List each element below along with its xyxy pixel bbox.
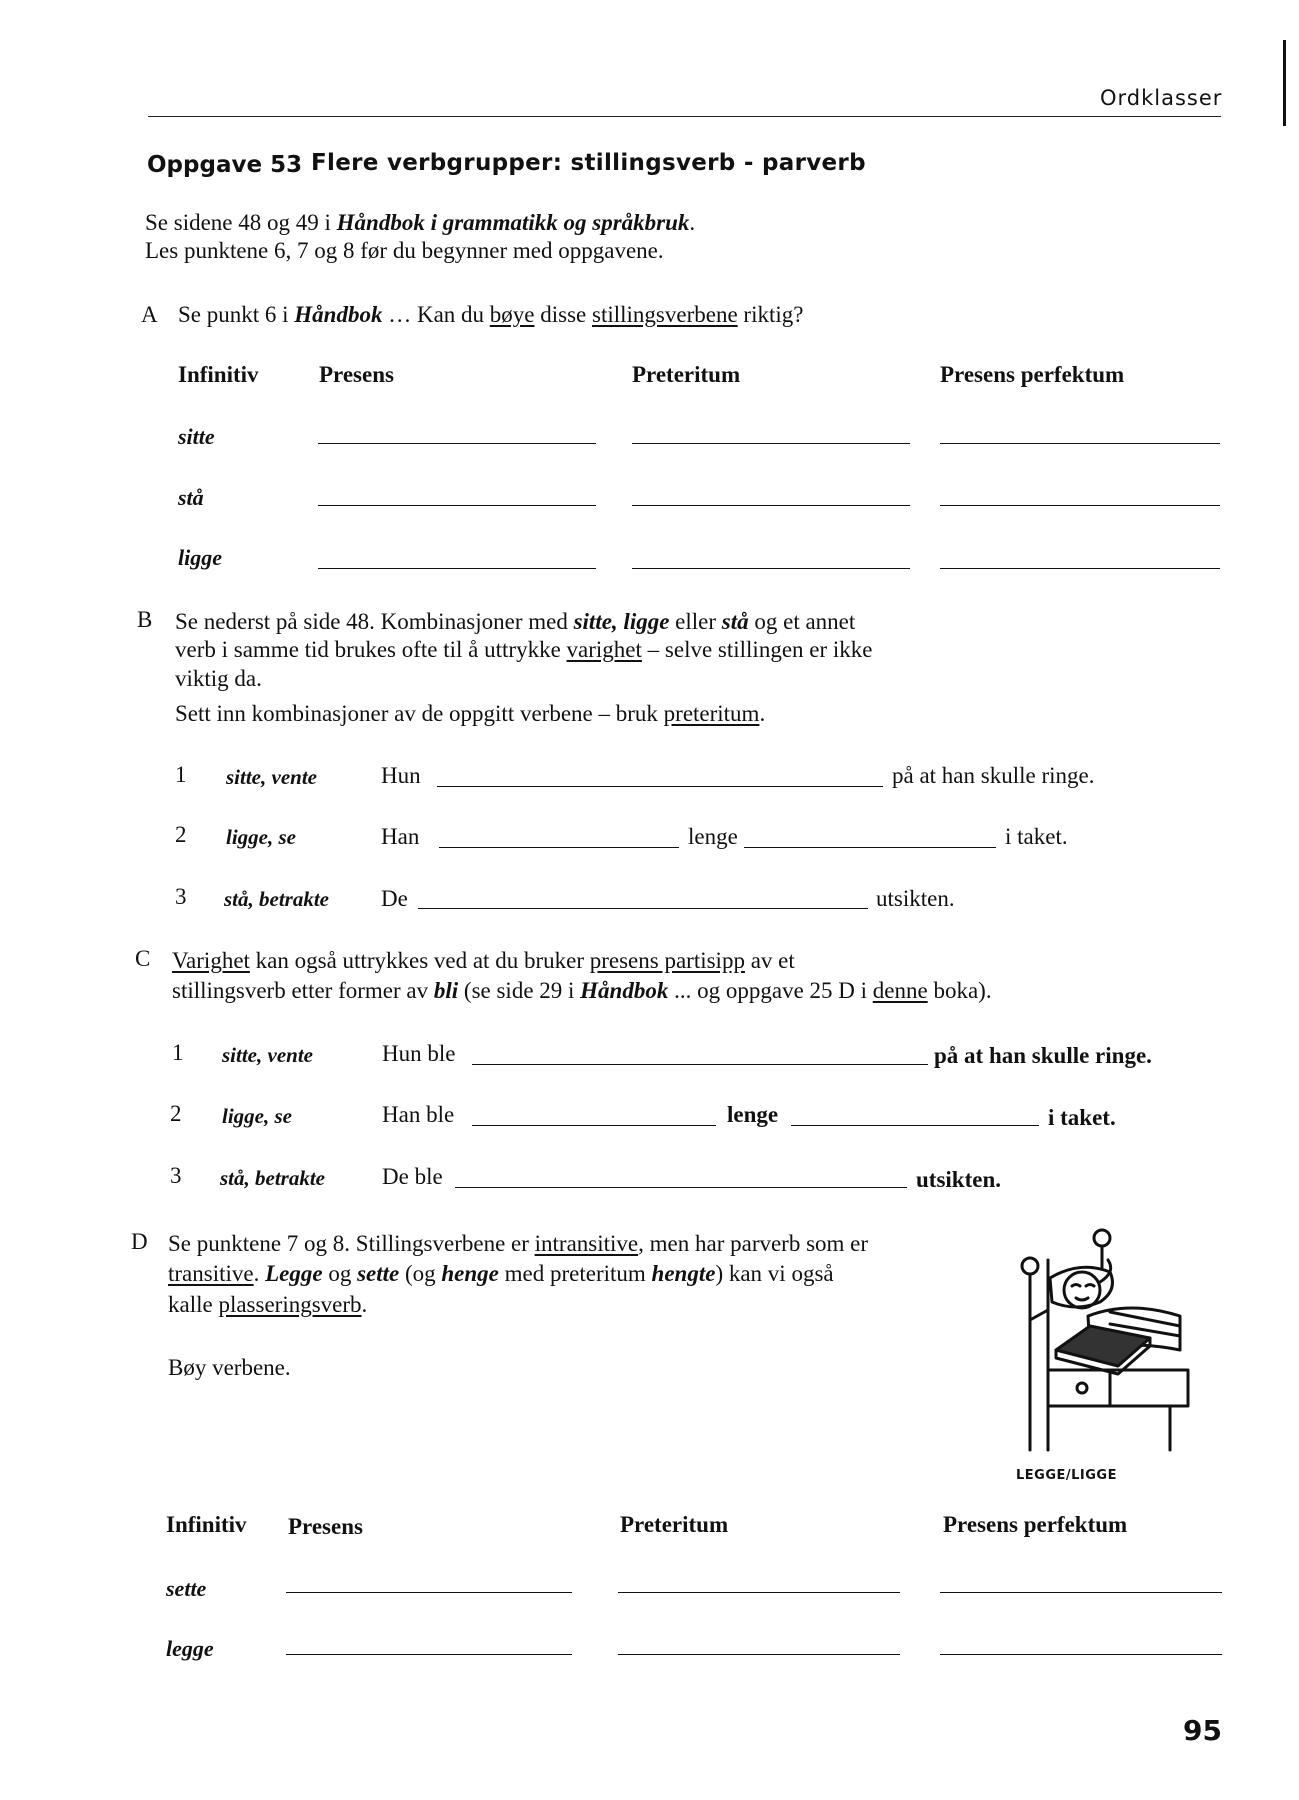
task-d-row-sette: sette: [166, 1576, 207, 1601]
answer-blank[interactable]: [439, 847, 679, 848]
answer-blank[interactable]: [632, 443, 910, 444]
task-c-letter: C: [135, 946, 151, 971]
answer-blank[interactable]: [632, 505, 910, 506]
item-subject: De ble: [382, 1164, 443, 1189]
intro-line-2: Les punktene 6, 7 og 8 før du begynner med oppgavene.: [145, 238, 664, 263]
item-number: 1: [175, 762, 187, 787]
item-number: 2: [170, 1101, 182, 1126]
answer-blank[interactable]: [632, 568, 910, 569]
answer-blank[interactable]: [791, 1125, 1039, 1126]
item-subject: Hun ble: [382, 1041, 456, 1066]
task-a-letter: A: [141, 302, 158, 327]
item-ending: utsikten.: [916, 1167, 1001, 1192]
task-b-letter: B: [137, 607, 153, 632]
task-d-header-infinitiv: Infinitiv: [166, 1512, 247, 1537]
task-a-header-presens: Presens: [319, 362, 394, 387]
task-a-header-preteritum: Preteritum: [632, 362, 741, 387]
item-middle: lenge: [727, 1102, 779, 1127]
item-verbs: sitte, vente: [222, 1043, 313, 1067]
page-title: Flere verbgrupper: stillingsverb - parverb: [311, 150, 866, 176]
item-ending: på at han skulle ringe.: [934, 1043, 1152, 1068]
answer-blank[interactable]: [472, 1125, 716, 1126]
page-number: 95: [1183, 1714, 1222, 1747]
item-verbs: stå, betrakte: [224, 887, 329, 911]
item-subject: De: [381, 886, 408, 911]
item-verbs: sitte, vente: [226, 765, 317, 789]
task-d-line-2: transitive. Legge og sette (og henge med preteritum hengte) kan vi også: [168, 1261, 834, 1286]
answer-blank[interactable]: [286, 1654, 572, 1655]
task-d-line-1: Se punktene 7 og 8. Stillingsverbene er intransitive, men har parverb som er: [168, 1231, 869, 1256]
task-d-header-preteritum: Preteritum: [620, 1512, 729, 1537]
answer-blank[interactable]: [318, 505, 596, 506]
item-subject: Han ble: [382, 1102, 455, 1127]
intro-line-1: Se sidene 48 og 49 i Håndbok i grammatikk og språkbruk.: [145, 210, 696, 235]
answer-blank[interactable]: [618, 1654, 900, 1655]
item-ending: på at han skulle ringe.: [892, 763, 1095, 788]
task-b-line-3: viktig da.: [175, 666, 262, 691]
task-a-header-perfektum: Presens perfektum: [940, 362, 1125, 387]
task-d-row-legge: legge: [166, 1636, 214, 1661]
answer-blank[interactable]: [618, 1592, 900, 1593]
task-b-line-1: Se nederst på side 48. Kombinasjoner med sitte, ligge eller stå og et annet: [175, 609, 856, 634]
margin-mark: [1283, 40, 1286, 126]
item-ending: i taket.: [1048, 1105, 1116, 1130]
answer-blank[interactable]: [472, 1064, 928, 1065]
task-b-line-4: Sett inn kombinasjoner av de oppgitt verbene – bruk preteritum.: [175, 701, 766, 726]
illustration-caption: LEGGE/LIGGE: [1016, 1468, 1117, 1483]
task-a-row-sta: stå: [178, 485, 204, 510]
header-rule: [148, 116, 1221, 117]
task-b-line-2: verb i samme tid brukes ofte til å uttrykke varighet – selve stillingen er ikke: [175, 637, 873, 662]
item-number: 3: [175, 884, 187, 909]
answer-blank[interactable]: [940, 1654, 1222, 1655]
task-c-line-2: stillingsverb etter former av bli (se side 29 i Håndbok ... og oppgave 25 D i denne boka).: [172, 978, 992, 1003]
item-number: 3: [170, 1163, 182, 1188]
task-d-line-3: kalle plasseringsverb.: [168, 1292, 368, 1317]
bed-illustration: [990, 1220, 1190, 1460]
task-c-line-1: Varighet kan også uttrykkes ved at du bruker presens partisipp av et: [172, 948, 795, 973]
item-ending: i taket.: [1005, 824, 1068, 849]
item-verbs: ligge, se: [226, 825, 296, 849]
answer-blank[interactable]: [940, 505, 1220, 506]
item-verbs: stå, betrakte: [220, 1166, 325, 1190]
answer-blank[interactable]: [940, 568, 1220, 569]
answer-blank[interactable]: [940, 1592, 1222, 1593]
task-number: Oppgave 53: [147, 152, 303, 178]
task-d-header-presens: Presens: [288, 1514, 363, 1539]
answer-blank[interactable]: [940, 443, 1220, 444]
task-a-instruction: Se punkt 6 i Håndbok … Kan du bøye disse stillingsverbene riktig?: [178, 302, 804, 327]
answer-blank[interactable]: [455, 1187, 907, 1188]
item-subject: Hun: [381, 763, 421, 788]
item-number: 2: [175, 822, 187, 847]
section-header: Ordklasser: [1100, 86, 1223, 110]
item-number: 1: [172, 1040, 184, 1065]
task-d-letter: D: [131, 1229, 148, 1254]
item-middle: lenge: [688, 824, 738, 849]
answer-blank[interactable]: [318, 568, 596, 569]
answer-blank[interactable]: [437, 786, 883, 787]
task-a-header-infinitiv: Infinitiv: [178, 362, 259, 387]
task-a-row-sitte: sitte: [178, 424, 215, 449]
answer-blank[interactable]: [318, 443, 596, 444]
item-ending: utsikten.: [876, 886, 955, 911]
answer-blank[interactable]: [744, 847, 996, 848]
task-d-header-perfektum: Presens perfektum: [943, 1512, 1128, 1537]
answer-blank[interactable]: [286, 1592, 572, 1593]
task-d-instruction: Bøy verbene.: [168, 1355, 291, 1380]
item-verbs: ligge, se: [222, 1104, 292, 1128]
task-a-row-ligge: ligge: [178, 545, 222, 570]
answer-blank[interactable]: [418, 908, 868, 909]
item-subject: Han: [381, 824, 420, 849]
